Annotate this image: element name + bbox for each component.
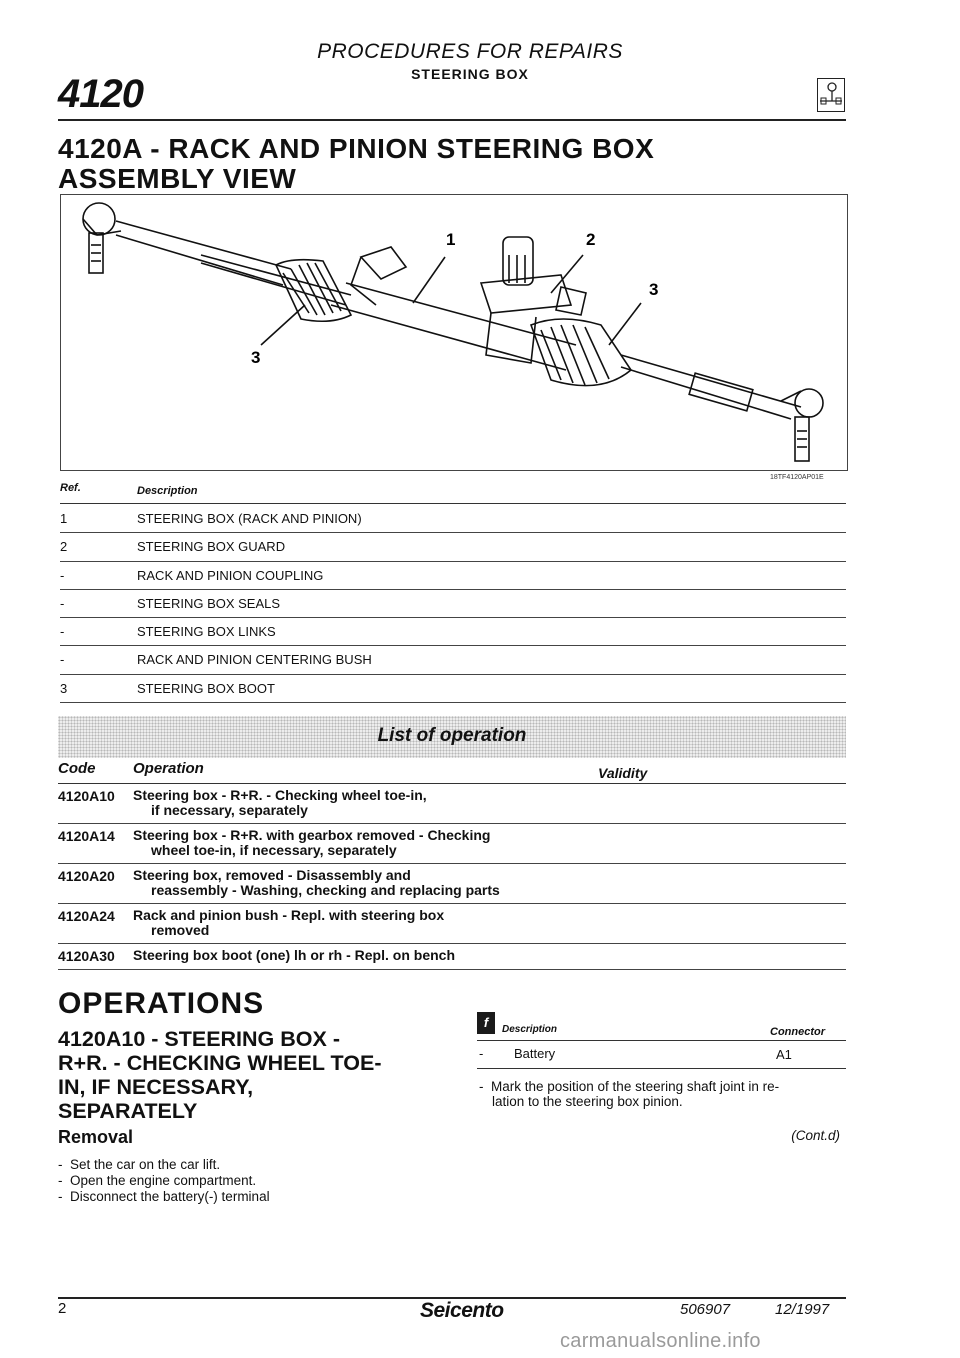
document-number: 506907 <box>680 1301 731 1318</box>
description-column-header: Description <box>137 485 198 497</box>
callout-2: 2 <box>586 230 596 249</box>
removal-steps <box>58 1157 458 1205</box>
table-row: - STEERING BOX SEALS <box>60 590 846 618</box>
list-of-operation-title: List of operation <box>377 725 527 746</box>
table-row: 2 STEERING BOX GUARD <box>60 533 846 561</box>
steering-rack-drawing <box>61 195 847 470</box>
page-title: 4120A - RACK AND PINION STEERING BOX ASSEMBLY VIEW <box>58 133 655 194</box>
steering-icon <box>817 78 845 112</box>
list-item: - Open the engine compartment. <box>58 1173 257 1188</box>
table-row: 4120A20 Steering box, removed - Disassembly and reassembly - Washing, checking and replacing parts <box>58 864 846 904</box>
operations-heading: OPERATIONS <box>58 987 265 1020</box>
ref-column-header: Ref. <box>60 482 81 494</box>
tool-connector-header: Connector <box>770 1026 825 1038</box>
callout-1: 1 <box>446 230 456 249</box>
mark-position-note: - Mark the position of the steering shaft joint in re- lation to the steering box pinion. <box>479 1079 780 1109</box>
group-code: 4120 <box>58 72 143 116</box>
table-row: 4120A10 Steering box - R+R. - Checking wheel toe-in, if necessary, separately <box>58 784 846 824</box>
list-item: - Disconnect the battery(-) terminal <box>58 1189 270 1204</box>
table-rule <box>60 503 846 504</box>
table-rule <box>477 1068 846 1069</box>
table-row: 4120A14 Steering box - R+R. with gearbox removed - Checking wheel toe-in, if necessary, separately <box>58 824 846 864</box>
operation-column-header: Operation <box>133 760 204 777</box>
operations-table <box>58 783 846 970</box>
validity-column-header: Validity <box>598 765 648 781</box>
section-title: PROCEDURES FOR REPAIRS <box>317 40 623 63</box>
table-row: - STEERING BOX LINKS <box>60 618 846 646</box>
tool-description-header: Description <box>502 1024 558 1035</box>
table-row: 3 STEERING BOX BOOT <box>60 675 846 703</box>
list-item: - Set the car on the car lift. <box>58 1157 221 1172</box>
removal-heading: Removal <box>58 1127 134 1147</box>
table-row: 4120A30 Steering box boot (one) lh or rh - Repl. on bench <box>58 944 846 970</box>
table-row: 4120A24 Rack and pinion bush - Repl. with steering box removed <box>58 904 846 944</box>
continued-label: (Cont.d) <box>791 1128 840 1143</box>
assembly-figure <box>60 194 848 471</box>
brand-logo: Seicento <box>420 1299 504 1322</box>
document-date: 12/1997 <box>775 1301 830 1318</box>
operation-title: 4120A10 - STEERING BOX - R+R. - CHECKING WHEEL TOE- IN, IF NECESSARY, SEPARATELY <box>58 1027 382 1123</box>
watermark: carmanualsonline.info <box>560 1330 761 1352</box>
table-row: - RACK AND PINION CENTERING BUSH <box>60 646 846 674</box>
table-row: - RACK AND PINION COUPLING <box>60 562 846 590</box>
callout-3-left: 3 <box>251 348 261 367</box>
figure-code: 18TF4120AP01E <box>770 474 824 481</box>
parts-table <box>60 505 846 703</box>
code-column-header: Code <box>58 760 96 777</box>
tool-row-connector: A1 <box>776 1047 792 1062</box>
tools-icon: f <box>477 1012 495 1034</box>
tool-row-dash: - <box>479 1046 484 1061</box>
header-rule <box>58 119 846 121</box>
callout-3-right: 3 <box>649 280 659 299</box>
table-rule <box>477 1040 846 1041</box>
section-subtitle: STEERING BOX <box>411 66 529 82</box>
tool-row-description: Battery <box>514 1046 556 1061</box>
table-row: 1 STEERING BOX (RACK AND PINION) <box>60 505 846 533</box>
page-number: 2 <box>58 1300 67 1317</box>
